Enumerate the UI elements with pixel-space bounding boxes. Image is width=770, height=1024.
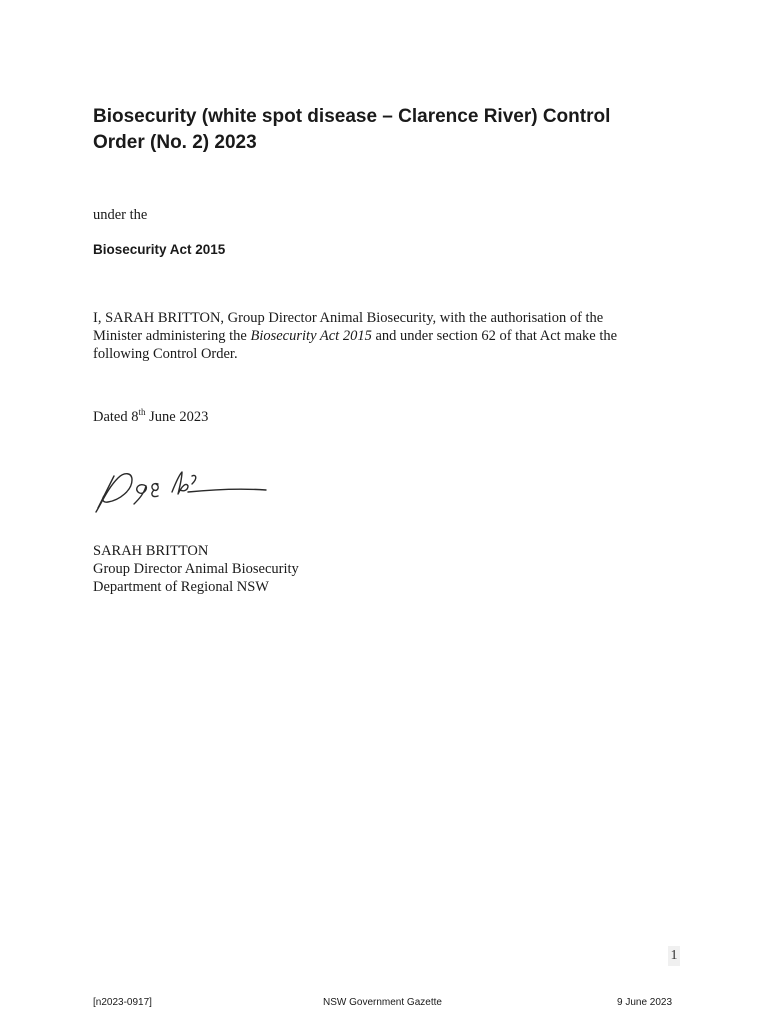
paragraph-line-2 bbox=[93, 327, 673, 345]
paragraph-line-2-start: Minister administering the bbox=[93, 328, 251, 344]
signatory-department: Department of Regional NSW bbox=[93, 579, 269, 595]
page-number: 1 bbox=[668, 946, 680, 966]
signatory-name: SARAH BRITTON bbox=[93, 543, 209, 559]
handwritten-signature bbox=[88, 462, 273, 522]
title-line-2: Order (No. 2) 2023 bbox=[93, 132, 257, 153]
footer-publication: NSW Government Gazette bbox=[323, 997, 442, 1008]
under-the-text: under the bbox=[93, 207, 148, 223]
title-line-1: Biosecurity (white spot disease – Clarence River) Control bbox=[93, 106, 611, 127]
paragraph-line-1: I, SARAH BRITTON, Group Director Animal Biosecurity, with the authorisation of the bbox=[93, 310, 604, 326]
act-name-italic: Biosecurity Act 2015 bbox=[250, 328, 372, 344]
act-name: Biosecurity Act 2015 bbox=[93, 242, 226, 257]
order-paragraph bbox=[93, 309, 673, 363]
document-title bbox=[93, 104, 693, 156]
dated-prefix: Dated 8 bbox=[93, 409, 139, 425]
dated-month-year: June 2023 bbox=[145, 409, 209, 425]
signatory-block bbox=[93, 542, 299, 596]
footer-reference: [n2023-0917] bbox=[93, 997, 152, 1008]
date-ordinal-suffix: th bbox=[138, 407, 146, 417]
signatory-position: Group Director Animal Biosecurity bbox=[93, 561, 299, 577]
footer-date: 9 June 2023 bbox=[617, 997, 673, 1008]
dated-line bbox=[93, 408, 208, 426]
paragraph-line-3: following Control Order. bbox=[93, 346, 238, 362]
paragraph-line-2-end: and under section 62 of that Act make the bbox=[371, 328, 618, 344]
